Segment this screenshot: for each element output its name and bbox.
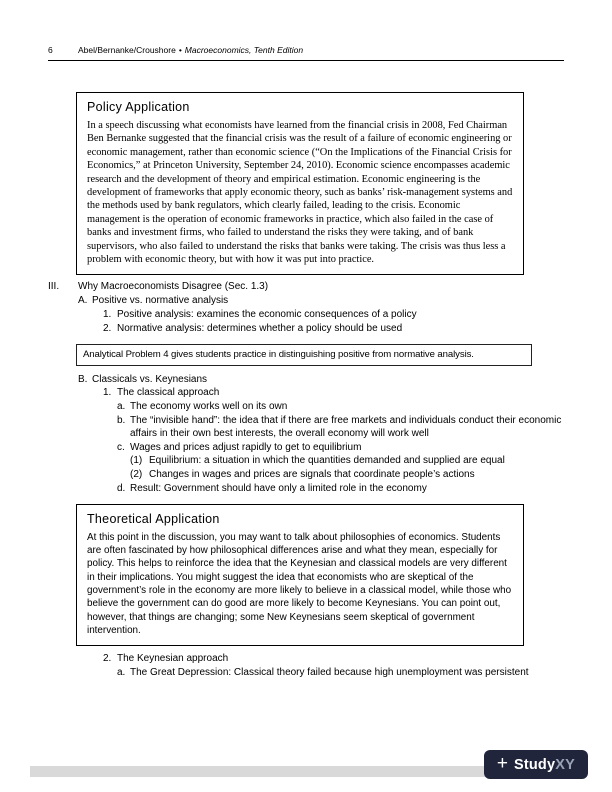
policy-application-body: In a speech discussing what economists have learned from the financial crisis in 2008, Fed Chairman Ben Bernanke suggested that the financial crisis was the result of a failure of economic engineering or economic management, rather than economic science (“On the Implications of the Financial Crisis for Economics,” at Princeton University, September 24, 2010). Economic science encompasses academic research and the development of theory and empirical estimation. Economic engineering is the development of frameworks that apply economic theory, such as banks’ risk-management systems and the methods used by bank regulators, which clearly failed, leading to the crisis. Economic management is the operation of economic frameworks in practice, which also failed in the case of banks and investment firms, who failed to understand the risks they were taking, and of bank supervisors, who also failed to understand the risks that banks were taking. The crisis was thus less a problem with economic theory, but with how it was put into practice. bbox=[87, 120, 513, 266]
item-number: d. bbox=[117, 483, 126, 495]
item-text: The economy works well on its own bbox=[130, 401, 288, 413]
item-number: 2. bbox=[103, 322, 112, 334]
outline-item-B1a bbox=[117, 401, 564, 414]
item-number: c. bbox=[117, 441, 125, 453]
plus-icon: + bbox=[496, 753, 508, 774]
theoretical-application-body: At this point in the discussion, you may want to talk about philosophies of economics. Students are often fascinated by how philosophical differences arise and what they mean, especially for policy. This helps to reinforce the idea that the Keynesian and classical models are very different in their implications. You might suggest the idea that economists who are skeptical of the government’s role in the economy are more likely to believe in a classical model, while those who believe the government can do good are more likely to become Keynesians. You can point out, however, that things are changing; some New Keynesians seem skeptical of government intervention. bbox=[87, 531, 512, 636]
item-text: Equilibrium: a situation in which the quantities demanded and supplied are equal bbox=[149, 455, 505, 467]
item-number: (2) bbox=[130, 469, 143, 481]
outline-item-B bbox=[78, 374, 564, 387]
policy-application-title: Policy Application bbox=[87, 100, 190, 114]
outline-item-B1 bbox=[103, 387, 564, 400]
item-number: A. bbox=[78, 295, 88, 307]
item-number: (1) bbox=[130, 455, 143, 467]
header-rule bbox=[48, 60, 564, 61]
outline-section-iii bbox=[48, 281, 564, 679]
header-authors: Abel/Bernanke/Croushore bbox=[78, 45, 176, 55]
policy-application-box bbox=[76, 92, 524, 275]
item-text: Why Macroeconomists Disagree (Sec. 1.3) bbox=[78, 281, 269, 293]
outline-item-A bbox=[78, 295, 564, 308]
outline-item-A1 bbox=[103, 309, 564, 322]
header-book-title: Macroeconomics, Tenth Edition bbox=[184, 45, 304, 55]
item-number: a. bbox=[117, 401, 126, 413]
item-number: a. bbox=[117, 667, 126, 678]
outline-item-B1b bbox=[117, 415, 564, 441]
item-text: The “invisible hand”: the idea that if there are free markets and individuals conduct their economic affairs in their own best interests, the overall economy will work well bbox=[130, 415, 562, 439]
item-number: b. bbox=[117, 415, 126, 427]
outline-item-III bbox=[48, 281, 564, 294]
item-text: Changes in wages and prices are signals that coordinate people’s actions bbox=[149, 469, 475, 481]
item-number: 1. bbox=[103, 387, 112, 399]
outline-item-B1d bbox=[117, 483, 564, 496]
theoretical-application-box bbox=[76, 504, 524, 646]
page-number: 6 bbox=[48, 45, 53, 55]
outline-item-B1c1 bbox=[130, 455, 564, 468]
item-text: Classicals vs. Keynesians bbox=[92, 373, 208, 385]
item-text: Result: Government should have only a limited role in the economy bbox=[130, 483, 427, 495]
header-separator: • bbox=[178, 45, 182, 55]
item-number: 2. bbox=[103, 653, 112, 665]
analytical-problem-note bbox=[76, 344, 532, 366]
outline-item-B1c2 bbox=[130, 469, 564, 482]
item-text: Positive analysis: examines the economic consequences of a policy bbox=[117, 309, 417, 321]
item-text: The Keynesian approach bbox=[117, 653, 229, 665]
outline-item-B2a bbox=[117, 667, 564, 680]
brand-study-text: Study bbox=[513, 756, 556, 773]
brand-xy-text: XY bbox=[555, 756, 575, 773]
item-text: Normative analysis: determines whether a policy should be used bbox=[117, 322, 403, 334]
item-text: Wages and prices adjust rapidly to get to equilibrium bbox=[130, 441, 362, 453]
outline-item-B2 bbox=[103, 653, 564, 666]
page-content bbox=[48, 92, 564, 680]
item-text: The Great Depression: Classical theory failed because high unemployment was persistent bbox=[130, 667, 529, 678]
item-number: III. bbox=[48, 281, 60, 293]
outline-item-A2 bbox=[103, 323, 564, 336]
item-text: Positive vs. normative analysis bbox=[92, 295, 229, 307]
outline-item-B1c bbox=[117, 442, 564, 455]
theoretical-application-title: Theoretical Application bbox=[87, 511, 220, 526]
item-number: 1. bbox=[103, 309, 112, 321]
running-head bbox=[48, 45, 303, 55]
item-text: The classical approach bbox=[117, 387, 220, 399]
studyxy-logo bbox=[484, 750, 588, 779]
item-number: B. bbox=[78, 373, 88, 385]
analytical-problem-note-text: Analytical Problem 4 gives students practice in distinguishing positive from normative analysis. bbox=[83, 348, 474, 360]
